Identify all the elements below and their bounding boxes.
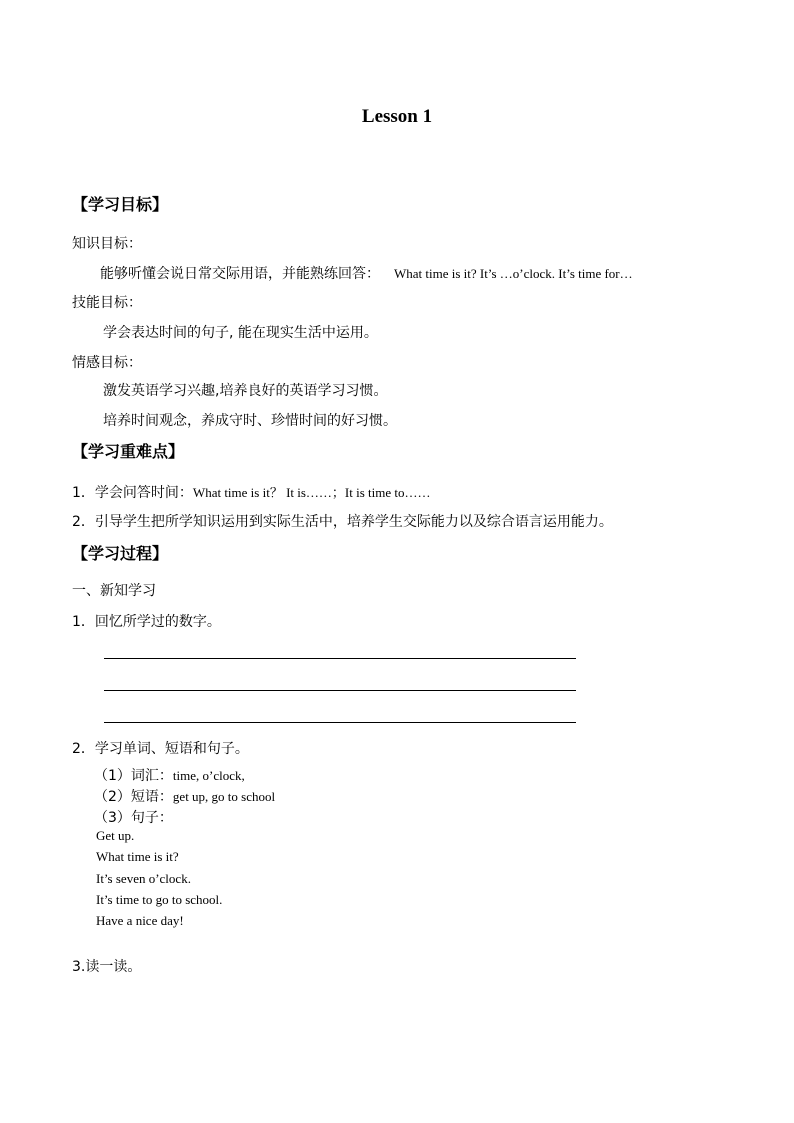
answer-line-2: [104, 690, 576, 691]
key-points-heading: 【学习重难点】: [72, 442, 185, 461]
vocab-line: [94, 765, 245, 785]
knowledge-label: 知识目标：: [72, 236, 142, 252]
key-point-2: [72, 511, 613, 531]
step-2: [72, 738, 249, 758]
sentence-1: Get up.: [96, 828, 135, 843]
key-point-2-text: 引导学生把所学知识运用到实际生活中，培养学生交际能力以及综合语言运用能力。: [94, 514, 613, 530]
answer-line-3: [104, 722, 576, 723]
answer-line-1: [104, 658, 576, 659]
key-point-1-en: What time is it？ It is……；It is time to……: [192, 485, 431, 500]
sentence-label: （3）句子：: [94, 810, 173, 826]
key-point-1-number: 1．: [72, 485, 95, 501]
sentence-5: Have a nice day!: [96, 913, 184, 928]
phrase-line: [94, 786, 275, 806]
sentence-2: What time is it?: [96, 849, 179, 864]
key-point-1-cn: 学会问答时间：: [94, 485, 193, 501]
key-point-1: [72, 482, 431, 502]
step-1-number: 1．: [72, 614, 95, 630]
vocab-label: （1）词汇：: [94, 768, 173, 784]
objectives-heading: 【学习目标】: [72, 195, 169, 214]
process-heading: 【学习过程】: [72, 544, 169, 563]
key-point-2-number: 2．: [72, 514, 95, 530]
sentence-4: It’s time to go to school.: [96, 892, 223, 907]
emotion-label: 情感目标：: [72, 355, 142, 371]
vocab-words: time, o’clock,: [172, 768, 245, 783]
skill-label: 技能目标：: [72, 295, 142, 311]
section-new-learning: 一、新知学习: [72, 583, 156, 599]
emotion-text-1: 激发英语学习兴趣,培养良好的英语学习习惯。: [103, 383, 388, 399]
step-3: 3.读一读。: [72, 959, 142, 975]
phrase-label: （2）短语：: [94, 789, 173, 805]
knowledge-text: [100, 263, 633, 283]
step-1: [72, 611, 221, 631]
phrase-words: get up, go to school: [172, 789, 276, 804]
skill-text: 学会表达时间的句子, 能在现实生活中运用。: [103, 325, 378, 341]
step-1-text: 回忆所学过的数字。: [94, 614, 221, 630]
knowledge-en: What time is it? It’s …o’clock. It’s time for…: [394, 266, 633, 281]
step-2-number: 2．: [72, 741, 95, 757]
emotion-text-2: 培养时间观念，养成守时、珍惜时间的好习惯。: [103, 413, 397, 429]
page-title: Lesson 1: [361, 106, 433, 127]
step-2-text: 学习单词、短语和句子。: [94, 741, 249, 757]
sentence-3: It’s seven o’clock.: [96, 871, 191, 886]
knowledge-cn: 能够听懂会说日常交际用语，并能熟练回答：: [100, 266, 380, 282]
